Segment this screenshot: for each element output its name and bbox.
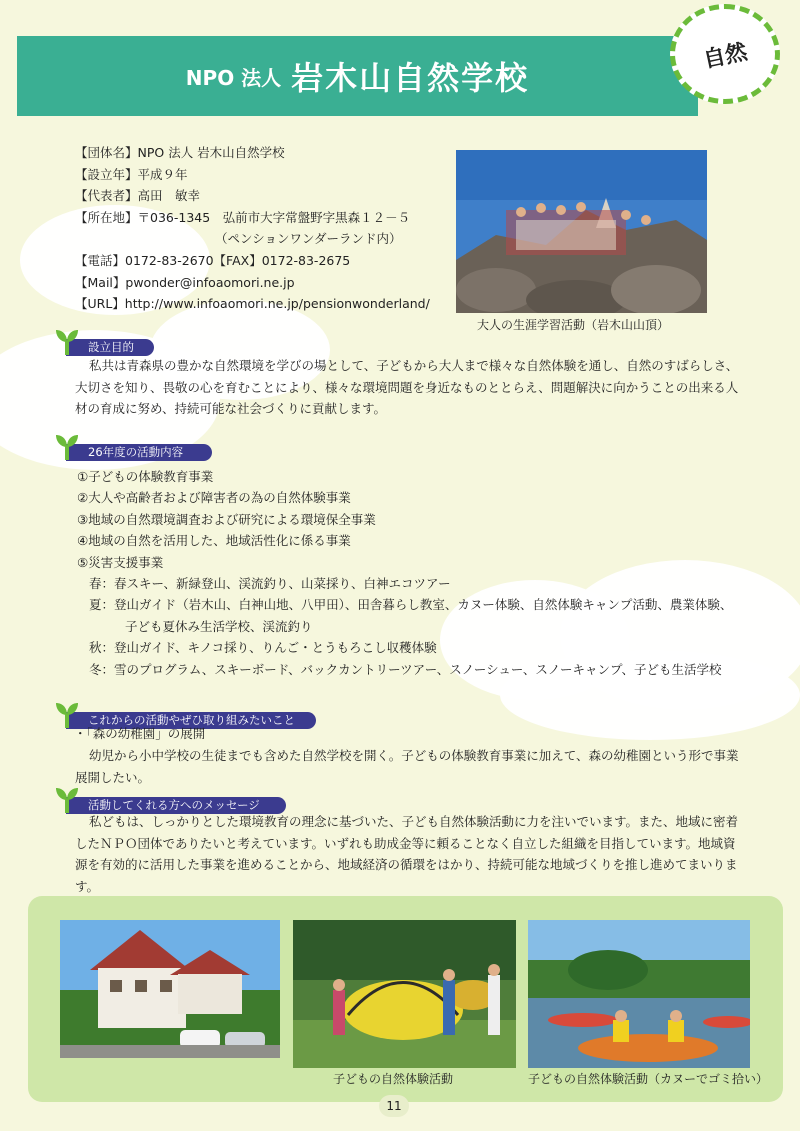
info-url[interactable]: 【URL】http://www.infoaomori.ne.jp/pensionwonderland/ (75, 296, 430, 312)
sprout-icon (54, 433, 80, 461)
activities-list (77, 466, 732, 680)
camp-photo-caption: 子どもの自然体験活動 (333, 1072, 454, 1086)
list-item: ④地域の自然を活用した、地域活性化に係る事業 (77, 533, 351, 549)
summit-photo-caption: 大人の生涯学習活動（岩木山山頂） (477, 318, 670, 332)
org-name: 岩木山自然学校 (291, 59, 530, 97)
category-badge (670, 4, 780, 104)
future-text: 幼児から小中学校の生徒までも含めた自然学校を開く。子どもの体験教育事業に加えて、森の幼稚園という形で事業展開したい。 (75, 748, 739, 785)
header-banner (17, 36, 698, 116)
pension-building-illustration (60, 920, 280, 1058)
info-tel-fax: 【電話】0172-83-2670【FAX】0172-83-2675 (75, 252, 351, 268)
organization-info (75, 142, 430, 315)
canoe-photo-caption: 子どもの自然体験活動（カヌーでゴミ拾い） (528, 1072, 769, 1086)
message-text: 私どもは、しっかりとした環境教育の理念に基づいた、子ども自然体験活動に力を注いでいます。また、地域に密着したＮＰＯ団体でありたいと考えています。いずれも助成金等に頼ることなく自立した組織を目指しています。地域資源を有効的に活用した事業を進めることから、地域経済の循環をはかり、持続可能な地域づくりを推し進めてまいります。 (75, 814, 739, 894)
list-item: ⑤災害支援事業 (77, 554, 164, 570)
list-item: ②大人や高齢者および障害者の為の自然体験事業 (77, 490, 351, 506)
list-item: ①子どもの体験教育事業 (77, 469, 214, 484)
sprout-icon (54, 786, 80, 814)
list-item: ③地域の自然環境調査および研究による環境保全事業 (77, 511, 376, 527)
category-badge-label: 自然 (701, 39, 750, 73)
sprout-icon (54, 328, 80, 356)
section-label-text: これからの活動やぜひ取り組みたいこと (88, 713, 295, 727)
season-spring: 春：春スキー、新緑登山、渓流釣り、山菜採り、白神エコツアー (89, 576, 451, 592)
info-founded: 【設立年】平成９年 (75, 166, 188, 182)
info-representative: 【代表者】高田 敏幸 (75, 188, 201, 204)
summit-group-illustration (456, 150, 707, 313)
org-type: NPO 法人 (185, 65, 282, 90)
pension-building-photo (60, 920, 280, 1058)
canoe-photo (528, 920, 750, 1068)
section-label-text: 活動してくれる方へのメッセージ (88, 798, 260, 812)
section-label-text: 26年度の活動内容 (88, 445, 184, 459)
season-summer-cont: 子ども夏休み生活学校、渓流釣り (125, 618, 313, 634)
season-winter: 冬：雪のプログラム、スキーボード、バックカントリーツアー、スノーシュー、スノーキャンプ、子ども生活学校 (89, 661, 722, 677)
section-label-activities (66, 444, 212, 461)
info-mail: 【Mail】pwonder@infoaomori.ne.jp (75, 274, 295, 290)
future-bullet: ・「森の幼稚園」の展開 (74, 726, 206, 741)
summit-group-photo (456, 150, 707, 313)
canoe-illustration (528, 920, 750, 1068)
tent-camp-illustration (293, 920, 516, 1068)
tent-camp-photo (293, 920, 516, 1068)
section-label-text: 設立目的 (88, 340, 134, 354)
section-label-purpose (66, 339, 154, 356)
info-address-sub: （ペンションワンダーランド内） (215, 231, 402, 247)
season-autumn: 秋：登山ガイド、キノコ採り、りんご・とうもろこし収穫体験 (89, 640, 437, 656)
info-address: 【所在地】〒036-1345 弘前市大字常盤野字黒森１２－５ (75, 209, 411, 225)
info-name: 【団体名】NPO 法人 岩木山自然学校 (75, 145, 285, 160)
purpose-text: 私共は青森県の豊かな自然環境を学びの場として、子どもから大人まで様々な自然体験を通し、自然のすばらしさ、大切さを知り、畏敬の心を育むことにより、様々な環境問題を身近なものととらえ、問題解決に向かうことの出来る人材の育成に努め、持続可能な社会づくりに貢献します。 (75, 358, 739, 416)
page-title (17, 36, 698, 116)
page-number: 11 (379, 1095, 409, 1117)
season-summer: 夏：登山ガイド（岩木山、白神山地、八甲田）、田舎暮らし教室、カヌー体験、自然体験キャンプ活動、農業体験、 (89, 597, 733, 613)
